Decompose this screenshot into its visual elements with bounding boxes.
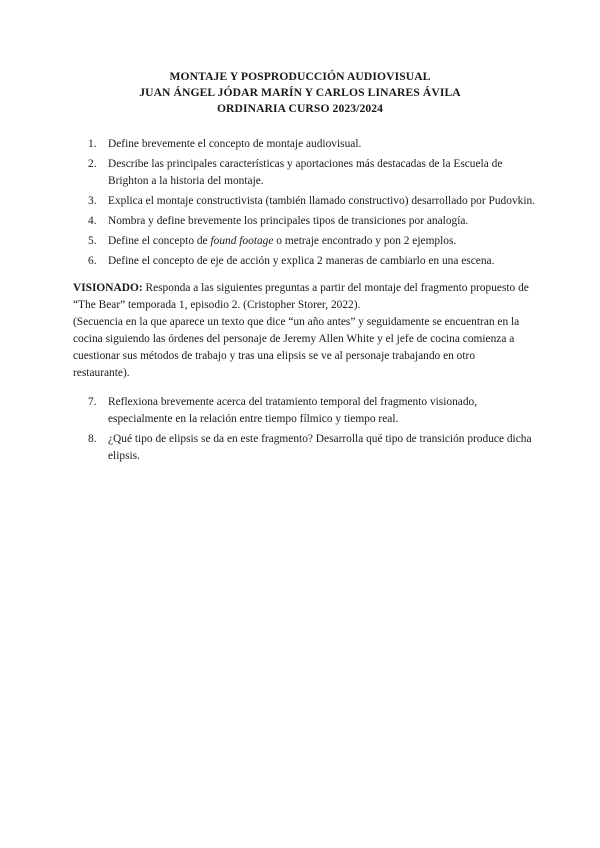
professors-names: JUAN ÁNGEL JÓDAR MARÍN Y CARLOS LINARES ÁVILA bbox=[139, 86, 461, 99]
exam-session: ORDINARIA CURSO 2023/2024 bbox=[216, 102, 384, 115]
document-header bbox=[0, 69, 600, 117]
question-text: Define el concepto de eje de acción y explica 2 maneras de cambiarlo en una escena. bbox=[108, 255, 495, 267]
question-number: 3. bbox=[88, 195, 97, 207]
question-text: ¿Qué tipo de elipsis se da en este fragmento? Desarrolla qué tipo de transición produce dicha elipsis. bbox=[108, 433, 532, 462]
question-item bbox=[88, 156, 538, 190]
question-number: 6. bbox=[88, 255, 97, 267]
question-text bbox=[108, 235, 456, 247]
question-item bbox=[88, 136, 538, 153]
visionado-instructions bbox=[73, 280, 533, 314]
question-text-before: Define el concepto de bbox=[108, 235, 211, 247]
question-number: 2. bbox=[88, 158, 97, 170]
course-title: MONTAJE Y POSPRODUCCIÓN AUDIOVISUAL bbox=[169, 70, 431, 83]
question-text: Nombra y define brevemente los principales tipos de transiciones por analogía. bbox=[108, 215, 469, 227]
visionado-description: (Secuencia en la que aparece un texto que dice “un año antes” y seguidamente se encuentran en la cocina siguiendo las órdenes del personaje de Jeremy Allen White y el jefe de cocina comienza a cuestionar sus métodos de trabajo y tras una elipsis se ve al personaje trabajando en otro restaurante). bbox=[73, 316, 520, 379]
question-item bbox=[88, 431, 538, 465]
question-item bbox=[88, 253, 538, 270]
question-number: 1. bbox=[88, 138, 97, 150]
question-item bbox=[88, 213, 538, 230]
question-number: 7. bbox=[88, 396, 97, 408]
visionado-section bbox=[73, 280, 533, 382]
question-text-after: o metraje encontrado y pon 2 ejemplos. bbox=[273, 235, 457, 247]
question-number: 4. bbox=[88, 215, 97, 227]
question-list-part1 bbox=[88, 136, 538, 273]
question-text: Reflexiona brevemente acerca del tratamiento temporal del fragmento visionado, especialmente en la relación entre tiempo fílmico y tiempo real. bbox=[108, 396, 478, 425]
visionado-label: VISIONADO: bbox=[73, 282, 143, 294]
question-text: Describe las principales características y aportaciones más destacadas de la Escuela de Brighton a la historia del montaje. bbox=[108, 158, 503, 187]
question-item bbox=[88, 193, 538, 210]
question-list-part2 bbox=[88, 394, 538, 468]
question-number: 8. bbox=[88, 433, 97, 445]
question-item bbox=[88, 394, 538, 428]
found-footage-term: found footage bbox=[210, 235, 274, 247]
visionado-intro: Responda a las siguientes preguntas a partir del montaje del fragmento propuesto de “The Bear” temporada 1, episodio 2. (Cristopher Storer, 2022). bbox=[73, 282, 529, 311]
question-text: Define brevemente el concepto de montaje audiovisual. bbox=[108, 138, 362, 150]
question-item bbox=[88, 233, 538, 250]
question-text: Explica el montaje constructivista (también llamado constructivo) desarrollado por Pudovkin. bbox=[108, 195, 536, 207]
question-number: 5. bbox=[88, 235, 97, 247]
